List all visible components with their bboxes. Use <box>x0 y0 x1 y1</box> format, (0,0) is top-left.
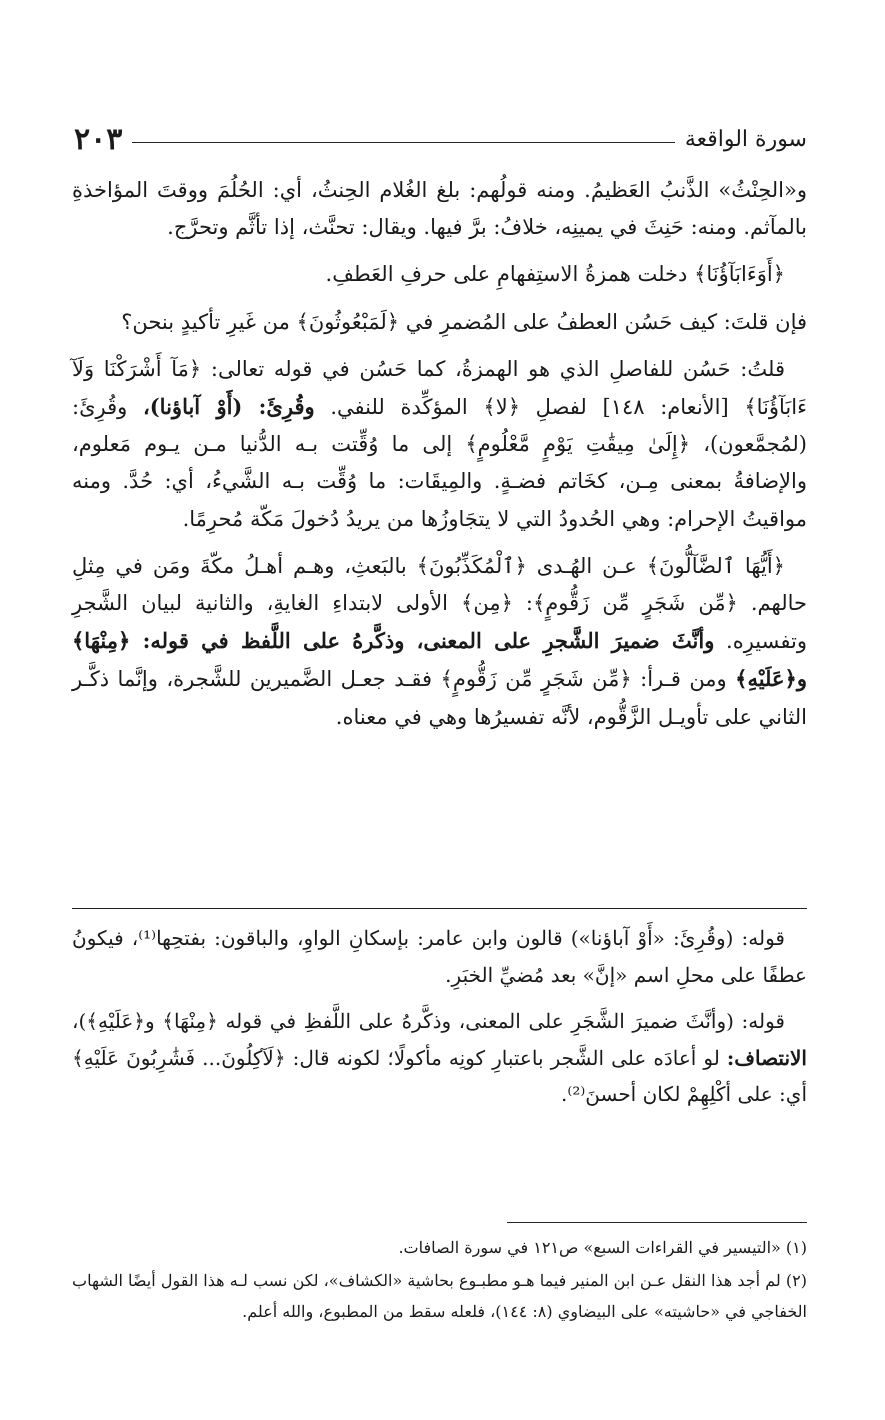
main-paragraph-4-text: قلتُ: حَسُن للفاصلِ الذي هو الهمزةُ، كما حَسُن في قوله تعالى: ﴿مَآ أَشْرَكْنَا وَلَآ ءَابَآؤُنَا﴾ [الأنعام: ١٤٨] لفصلِ ﴿لا﴾ المؤكِّدة للنفي. <box>72 356 807 420</box>
main-paragraph-1: و«الحِنْثُ» الذَّنبُ العَظيمُ. ومنه قولُهم: بلغ الغُلام الحِنثُ، أي: الحُلُمَ ووقتَ المؤاخذةِ بالمآثم. ومنه: حَنِثَ في يمينِه، خلافُ: برَّ فيها. ويقال: تحنَّث، إذا تأثَّم وتحرَّج. <box>72 178 807 240</box>
source-label: الانتصاف: <box>726 1045 807 1070</box>
page-number: ٢٠٣ <box>74 121 123 157</box>
commentary-paragraph-2 <box>72 1003 807 1113</box>
main-paragraph-5-cont: ومن قـرأ: ﴿مِّن شَجَرٍ مِّن زَقُّومٍ﴾ فقـد جعـل الضَّميرين للشَّجرة، وإنَّما ذكَّـر الثاني على تأويـل الزَّقُّوم، لأنَّه تفسيرُها وهي في معناه. <box>72 667 807 729</box>
footnotes <box>72 1232 807 1329</box>
commentary-divider <box>72 908 807 909</box>
footnote-1: (١) «التيسير في القراءات السبع» ص١٢١ في سورة الصافات. <box>398 1238 807 1257</box>
main-paragraph-5 <box>72 548 807 736</box>
main-paragraph-4 <box>72 351 807 538</box>
main-paragraph-4-cont: وقُرِئَ: (لمُجمَّعون)، ﴿إِلَىٰ مِيقَٰتِ يَوْمٍ مَّعْلُومٍ﴾ إلى ما وُقِّتت بـه الدُّنيا مـن يـوم مَعلوم، والإضافةُ بمعنى مِـن، كخَاتم فضـةٍ. والمِيقَات: ما وُقِّت بـه الشَّيءُ، أي: حُدَّ. ومنه مواقيتُ الإحرام: وهي الحُدودُ التي لا يتجَاوزُها من يريدُ دُخولَ مَكّة مُحرِمًا. <box>72 395 807 531</box>
main-paragraph-2: ﴿أَوَءَابَآؤُنَا﴾ دخلت همزةُ الاستِفهامِ على حرفِ العَطفِ. <box>325 262 785 287</box>
page-header <box>74 122 807 156</box>
main-paragraph-5-bold: وأنَّثَ ضميرَ الشَّجرِ على المعنى، وذكَّرهُ على اللَّفظ في قوله: ﴿مِنْهَا﴾ و﴿عَلَيْهِ﴾ <box>72 628 807 692</box>
main-paragraph-3: فإن قلتَ: كيف حَسُن العطفُ على المُضمرِ في ﴿لَمَبْعُوثُونَ﴾ من غَيرِ تأكيدٍ بنحن؟ <box>121 309 807 334</box>
variant-reading: وقُرِئَ: (أَوْ آباؤنا)، <box>142 394 315 420</box>
footnote-divider <box>507 1222 807 1223</box>
main-text <box>72 172 807 746</box>
commentary-paragraph-1: قوله: (وقُرِئَ: «أَوْ آباؤنا») قالون وابن عامر: بإسكانِ الواوِ، والباقون: بفتحِها⁽¹⁾، فيكونُ عطفًا على محلِ اسم «إنَّ» بعد مُضيِّ الخبَرِ. <box>72 926 807 987</box>
commentary-paragraph-2-cont: لو أعادَه على الشَّجر باعتبارِ كونِه مأكولًا؛ لكونه قال: ﴿لَآكِلُونَ... فَشَٰرِبُونَ عَلَيْهِ﴾ أي: على أكْلِهِمْ لكان أحسنَ⁽²⁾. <box>72 1045 807 1106</box>
running-title: سورة الواقعة <box>684 126 807 152</box>
commentary-text <box>72 920 807 1123</box>
commentary-paragraph-2-text: قوله: (وأنَّثَ ضميرَ الشَّجَرِ على المعنى، وذكَّرهُ على اللَّفظِ في قوله ﴿مِنْهَا﴾ و﴿عَلَيْهِ﴾)، <box>72 1009 785 1033</box>
main-paragraph-5-text: ﴿أَيُّهَا ٱلضَّآلُّونَ﴾ عـن الهُـدى ﴿ٱلْمُكَذِّبُونَ﴾ بالبَعثِ، وهـم أهـلُ مكّةَ ومَن في مِثلِ حالهم. ﴿مِّن شَجَرٍ مِّن زَقُّومٍ﴾: ﴿مِن﴾ الأولى لابتداءِ الغايةِ، والثانية لبيان الشَّجرِ وتفسيرِه. <box>72 553 807 654</box>
footnote-2: (٢) لم أجد هذا النقل عـن ابن المنير فيما هـو مطبـوع بحاشية «الكشاف»، لكن نسب لـه هذا القول أيضًا الشهاب الخفاجي في «حاشيته» على البيضاوي (٨: ١٤٤)، فلعله سقط من المطبوع، والله أعلم. <box>72 1271 807 1321</box>
header-rule <box>132 142 674 143</box>
